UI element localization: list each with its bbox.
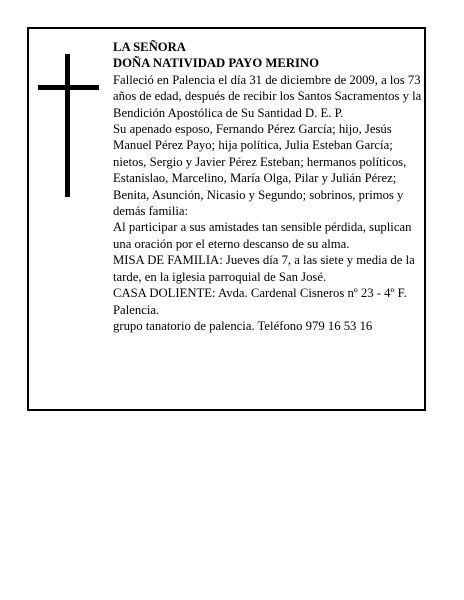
obituary-text xyxy=(113,39,423,334)
funeral-home: grupo tanatorio de palencia. Teléfono 979 16 53 16 xyxy=(113,318,373,333)
prayer-request: Al participar a sus amistades tan sensible pérdida, suplican una oración por el eterno descanso de su alma. xyxy=(113,220,412,251)
family-list: Su apenado esposo, Fernando Pérez García; hijo, Jesús Manuel Pérez Payo; hija política, Julia Esteban García; nietos, Sergio y Javier Pérez Esteban; hermanos políticos, Estanislao, Marcelino, María Olga, Pilar y Julián Pérez; Benita, Asunción, Nicasio y Segundo; sobrinos, primos y demás familia: xyxy=(113,122,407,219)
cross-vertical-bar xyxy=(65,54,70,197)
cross-icon xyxy=(38,54,99,197)
mourning-house: CASA DOLIENTE: Avda. Cardenal Cisneros nº 23 - 4º F. Palencia. xyxy=(113,286,407,317)
family-mass: MISA DE FAMILIA: Jueves día 7, a las siete y media de la tarde, en la iglesia parroquial de San José. xyxy=(113,253,415,284)
death-announcement: Falleció en Palencia el día 31 de diciembre de 2009, a los 73 años de edad, después de recibir los Santos Sacramentos y la Bendición Apostólica de Su Santidad D. E. P. xyxy=(113,72,422,120)
cross-horizontal-bar xyxy=(38,85,99,90)
heading-title: LA SEÑORA xyxy=(113,40,186,54)
deceased-name: DOÑA NATIVIDAD PAYO MERINO xyxy=(113,56,319,71)
